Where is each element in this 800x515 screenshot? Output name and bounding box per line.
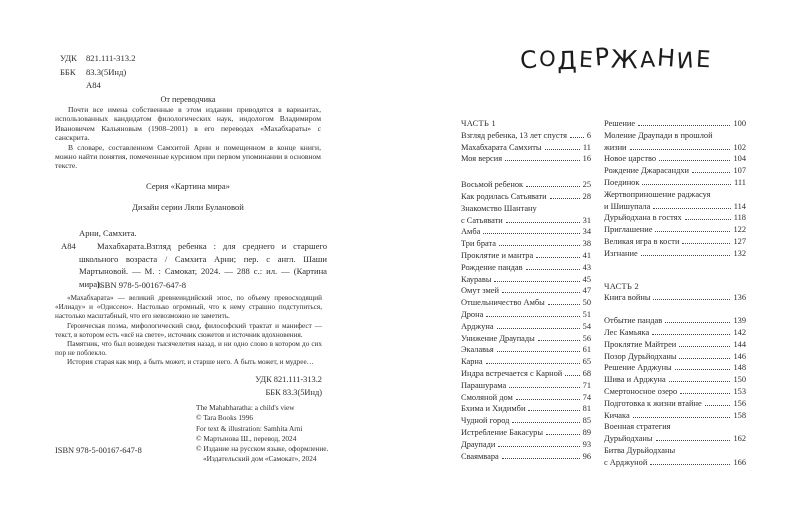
toc-entry xyxy=(604,339,746,351)
dot-leader xyxy=(630,149,731,150)
toc-entry-label: Решение xyxy=(604,119,636,128)
toc-entry xyxy=(604,177,746,189)
bbk-label: ББК xyxy=(60,66,76,77)
toc-page-number: 148 xyxy=(733,363,746,373)
toc-entry-label: Дрона xyxy=(461,309,484,319)
toc-entry xyxy=(604,398,746,410)
udk-value: 821.111-313.2 xyxy=(86,53,136,63)
toc-entry xyxy=(461,392,591,404)
dot-leader xyxy=(498,446,579,447)
toc-entry-label: Великая игра в кости xyxy=(604,236,680,246)
dot-leader xyxy=(570,137,584,138)
dot-leader xyxy=(652,334,730,335)
dot-leader xyxy=(565,375,579,376)
toc-entry-label: Подготовка к жизни втайне xyxy=(604,398,702,408)
annotation-block xyxy=(55,294,322,368)
toc-entry xyxy=(604,189,746,201)
toc-page-number: 61 xyxy=(582,345,591,355)
toc-entry-label: жизни xyxy=(604,142,627,152)
contents-title-letter: О xyxy=(537,46,557,72)
toc-entry-label: Новое царство xyxy=(604,154,657,164)
toc-entry-label: Битва Дурьйодханы xyxy=(604,445,676,455)
dot-leader xyxy=(685,219,731,220)
dot-leader xyxy=(669,381,731,382)
copyright-line: «Издательский дом «Самокат», 2024 xyxy=(203,454,317,464)
udk-label: УДК xyxy=(60,53,77,63)
dot-leader xyxy=(528,410,579,411)
toc-entry-label: Моя версия xyxy=(461,154,503,164)
toc-entry xyxy=(461,215,591,227)
toc-entry-label: с Сатьявати xyxy=(461,215,503,225)
toc-entry xyxy=(604,351,746,363)
dot-leader xyxy=(497,351,580,352)
toc-entry xyxy=(604,130,746,142)
toc-entry xyxy=(461,380,591,392)
toc-entry xyxy=(604,201,746,213)
toc-page-number: 158 xyxy=(733,410,746,420)
toc-entry-label: Шива и Арджуна xyxy=(604,375,666,385)
toc-page-number: 132 xyxy=(733,248,746,258)
contents-title-letter: Р xyxy=(593,42,610,72)
dot-leader xyxy=(655,231,730,232)
dot-leader xyxy=(538,340,580,341)
contents-title-letter: Н xyxy=(656,43,677,73)
toc-page-number: 38 xyxy=(582,239,591,249)
toc-page-number: 71 xyxy=(582,380,591,390)
toc-page-number: 156 xyxy=(733,398,746,408)
bbk-value: 83.3(5Инд) xyxy=(86,66,127,77)
toc-page-number: 100 xyxy=(733,119,746,128)
dot-leader xyxy=(659,160,730,161)
toc-page-number: 153 xyxy=(733,386,746,396)
toc-page-number: 31 xyxy=(582,215,591,225)
toc-gap xyxy=(604,260,746,281)
toc-entry-label: Карна xyxy=(461,357,483,367)
toc-entry-label: Махабхарата Самхиты xyxy=(461,142,542,152)
toc-entry xyxy=(604,410,746,422)
toc-entry xyxy=(461,309,591,321)
toc-entry-label: Дурьйодханы xyxy=(604,434,653,444)
toc-entry-label: Решение Арджуны xyxy=(604,363,672,373)
dot-leader xyxy=(679,346,730,347)
toc-entry xyxy=(461,262,591,274)
toc-entry xyxy=(604,315,746,327)
dot-leader xyxy=(665,322,730,323)
toc-page-number: 85 xyxy=(582,416,591,426)
toc-entry xyxy=(461,191,591,203)
toc-entry-label: Рождение пандав xyxy=(461,262,523,272)
dot-leader xyxy=(499,245,580,246)
toc-page-number: 16 xyxy=(582,154,591,164)
toc-entry xyxy=(604,362,746,374)
toc-page-number: 81 xyxy=(582,404,591,414)
dot-leader xyxy=(653,299,730,300)
copyright-block xyxy=(196,403,328,465)
toc-entry-label: Поединок xyxy=(604,177,640,187)
toc-entry-label: Изгнание xyxy=(604,248,638,258)
toc-page-number: 47 xyxy=(582,286,591,296)
toc-entry xyxy=(461,130,591,142)
bib-description: Махабхарата.Взгляд ребенка : для среднего и старшего школьного возраста / Самхита Арни; пер. с англ. Шаши Мартыновой. — М. : Самокат, 2024. — 288 с.: ил. — (Картина мира). xyxy=(79,241,327,289)
bbk-line xyxy=(60,66,136,80)
dot-leader xyxy=(506,222,580,223)
udk-footer-block xyxy=(55,373,322,399)
toc-entry xyxy=(461,179,591,191)
toc-entry xyxy=(604,292,746,304)
toc-page-number: 118 xyxy=(733,213,746,223)
toc-page-number: 111 xyxy=(734,177,746,187)
toc-entry xyxy=(604,118,746,130)
toc-entry xyxy=(461,274,591,286)
dot-leader xyxy=(526,269,580,270)
copyright-line: © Мартынова Ш., перевод, 2024 xyxy=(196,433,297,443)
contents-title-letter: Е xyxy=(578,47,594,74)
toc-entry xyxy=(604,421,746,433)
annotation-paragraph: Героическая поэма, мифологический свод, философский трактат и манифест — текст, в котором есть «всё на свете», источник сюжетов и источник вдохновения. xyxy=(55,321,322,339)
toc-entry xyxy=(604,386,746,398)
toc-part-heading: ЧАСТЬ 1 xyxy=(461,119,496,128)
toc-page-number: 28 xyxy=(582,191,591,201)
toc-entry-label: Восьмой ребенок xyxy=(461,180,524,190)
toc-entry-label: Приглашение xyxy=(604,225,653,235)
toc-page-number: 65 xyxy=(582,357,591,367)
toc-entry xyxy=(461,153,591,165)
contents-title-letter: А xyxy=(639,47,656,74)
toc-page-number: 89 xyxy=(582,427,591,437)
toc-entry xyxy=(461,250,591,262)
toc-entry-label: Взгляд ребенка, 13 лет спустя xyxy=(461,130,568,140)
toc-entry xyxy=(461,297,591,309)
translator-note xyxy=(55,105,321,171)
toc-page-number: 104 xyxy=(733,154,746,164)
toc-entry xyxy=(461,333,591,345)
toc-entry xyxy=(461,321,591,333)
auth-code-line xyxy=(60,79,136,93)
dot-leader xyxy=(692,172,730,173)
contents-title xyxy=(515,42,715,76)
toc-page-number: 74 xyxy=(582,392,591,402)
toc-page-number: 56 xyxy=(582,333,591,343)
toc-entry-label: Чудной город xyxy=(461,416,510,426)
dot-leader xyxy=(545,149,580,150)
toc-entry xyxy=(461,403,591,415)
toc-page-number: 142 xyxy=(733,327,746,337)
toc-entry-label: Военная стратегия xyxy=(604,422,671,432)
toc-entry-label: Проклятие и мантра xyxy=(461,250,534,260)
toc-entry-label: Кичака xyxy=(604,410,630,420)
toc-page-number: 150 xyxy=(733,375,746,385)
dot-leader xyxy=(679,358,730,359)
toc-entry-label: Экалавья xyxy=(461,345,494,355)
toc-entry-label: Бхима и Хидимби xyxy=(461,404,526,414)
udk-bbk-block xyxy=(60,52,136,93)
dot-leader xyxy=(653,208,730,209)
toc-entry xyxy=(461,368,591,380)
toc-entry-label: Отшельничество Амбы xyxy=(461,298,545,308)
toc-entry xyxy=(461,439,591,451)
bib-code: А84 xyxy=(61,241,76,251)
toc-entry xyxy=(604,165,746,177)
toc-entry-label: Отбытие пандав xyxy=(604,316,663,326)
toc-page-number: 139 xyxy=(733,316,746,326)
toc-entry-label: Знакомство Шантану xyxy=(461,203,537,213)
dot-leader xyxy=(633,417,731,418)
dot-leader xyxy=(497,328,580,329)
dot-leader xyxy=(682,243,730,244)
toc-page-number: 96 xyxy=(582,451,591,461)
toc-page-number: 51 xyxy=(582,309,591,319)
series-line: Серия «Картина мира» xyxy=(146,181,230,191)
toc-entry xyxy=(461,203,591,215)
copyright-line: © Издание на русском языке, оформление. xyxy=(196,444,329,454)
copyright-line: © Tara Books 1996 xyxy=(196,413,253,423)
dot-leader xyxy=(536,257,579,258)
dot-leader xyxy=(516,399,580,400)
contents-title-letter: И xyxy=(676,48,695,75)
dot-leader xyxy=(505,160,580,161)
dot-leader xyxy=(483,233,579,234)
dot-leader xyxy=(550,198,580,199)
toc-entry-label: Омут змей xyxy=(461,286,499,296)
toc-part-heading: ЧАСТЬ 2 xyxy=(604,281,639,291)
annotation-paragraph: История старая как мир, а быть может, и старше него. А быть может, и мудрее… xyxy=(67,358,314,367)
isbn-mid: ISBN 978-5-00167-647-8 xyxy=(97,280,187,290)
toc-entry xyxy=(604,457,746,469)
toc-entry-label: Арджуна xyxy=(461,321,494,331)
toc-entry xyxy=(461,142,591,154)
dot-leader xyxy=(680,393,730,394)
udk-footer-line: ББК 83.3(5Инд) xyxy=(265,388,322,397)
toc-page-number: 102 xyxy=(733,142,746,152)
toc-entry-label: Книга войны xyxy=(604,293,651,303)
toc-page-number: 54 xyxy=(582,321,591,331)
dot-leader xyxy=(509,387,579,388)
translator-note-heading: От переводчика xyxy=(160,95,216,104)
translator-paragraph: В словаре, составленном Самхитой Арни и помещенном в конце книги, можно найти понятия, помеченные курсивом при первом упоминании в основном тексте. xyxy=(55,142,321,171)
toc-page-number: 146 xyxy=(733,351,746,361)
author-line: Арни, Самхита. xyxy=(79,228,137,238)
toc-page-number: 162 xyxy=(733,434,746,444)
bibliographic-entry xyxy=(55,240,327,290)
toc-page-number: 144 xyxy=(733,339,746,349)
dot-leader xyxy=(502,458,580,459)
contents-title-letter: Е xyxy=(694,46,711,74)
toc-entry-label: Моление Драупади в прошлой xyxy=(604,130,713,140)
dot-leader xyxy=(512,422,579,423)
toc-entry-label: Истребление Бакасуры xyxy=(461,427,543,437)
dot-leader xyxy=(641,255,731,256)
annotation-paragraph: Памятник, что был возведен тысячелетия назад, и ни одно слово в котором до сих пор не поблекло. xyxy=(55,340,322,358)
toc-entry-label: Сваямвара xyxy=(461,451,499,461)
dot-leader xyxy=(638,125,730,126)
toc-entry xyxy=(604,142,746,154)
toc-gap xyxy=(461,165,591,179)
toc-page-number: 6 xyxy=(586,130,591,140)
udk-line xyxy=(60,52,136,66)
toc-page-number: 41 xyxy=(582,250,591,260)
toc-entry-label: Три брата xyxy=(461,239,496,249)
copyright-line: For text & illustration: Samhita Arni xyxy=(196,423,303,433)
toc-entry xyxy=(461,344,591,356)
toc-entry-label: Позор Дурьйодханы xyxy=(604,351,677,361)
toc-entry xyxy=(461,226,591,238)
toc-entry-label: с Арджуной xyxy=(604,457,648,467)
toc-page-number: 166 xyxy=(733,457,746,467)
toc-entry-label: Жертвоприношение раджасуя xyxy=(604,189,711,199)
toc-page-number: 50 xyxy=(582,298,591,308)
toc-page-number: 45 xyxy=(582,274,591,284)
toc-entry xyxy=(461,427,591,439)
toc-page-number: 25 xyxy=(582,180,591,190)
toc-entry xyxy=(604,433,746,445)
toc-entry xyxy=(461,451,591,463)
dot-leader xyxy=(650,464,730,465)
toc-entry xyxy=(461,415,591,427)
dot-leader xyxy=(546,434,580,435)
isbn-bottom: ISBN 978-5-00167-647-8 xyxy=(55,446,142,455)
toc-entry-label: Лес Камьяка xyxy=(604,327,650,337)
udk-footer-line: УДК 821.111-313.2 xyxy=(255,375,322,384)
toc-entry xyxy=(461,238,591,250)
toc-entry xyxy=(604,374,746,386)
dot-leader xyxy=(675,369,731,370)
copyright-line: The Mahabharatha: a child's view xyxy=(196,403,295,412)
auth-code: А84 xyxy=(86,80,101,90)
toc-entry xyxy=(604,153,746,165)
toc-entry-label: Как родилась Сатьявати xyxy=(461,191,547,201)
dot-leader xyxy=(486,316,579,317)
dot-leader xyxy=(502,292,580,293)
dot-leader xyxy=(526,186,580,187)
toc-entry-label: и Шишупала xyxy=(604,201,651,211)
dot-leader xyxy=(486,363,580,364)
toc-entry-label: Амба xyxy=(461,227,481,237)
toc-entry-label: Проклятие Майтреи xyxy=(604,339,677,349)
toc-entry xyxy=(604,248,746,260)
dot-leader xyxy=(642,184,731,185)
toc-entry xyxy=(604,236,746,248)
toc-page-number: 93 xyxy=(582,439,591,449)
toc-column-2 xyxy=(604,118,746,469)
toc-entry-label: Драупади xyxy=(461,439,496,449)
toc-entry-label: Смоляной дом xyxy=(461,392,513,402)
toc-page-number: 122 xyxy=(733,225,746,235)
translator-paragraph: Почти все имена собственные в этом издании приводятся в вариантах, использованных кандидатом филологических наук, индологом Владимиром Ивановичем Кальяновым (1908–2001) в его переводах «Махабхараты» с санскрита. xyxy=(55,105,321,143)
contents-title-letter: Ж xyxy=(610,44,639,75)
toc-column-1 xyxy=(461,118,591,462)
toc-entry-label: Парашурама xyxy=(461,380,507,390)
toc-page-number: 34 xyxy=(582,227,591,237)
toc-page-number: 43 xyxy=(582,262,591,272)
toc-entry-label: Рождение Джарасандхи xyxy=(604,166,690,176)
series-design-line: Дизайн серии Ляли Булановой xyxy=(132,202,244,212)
toc-entry xyxy=(461,285,591,297)
toc-entry-label: Индра встречается с Карной xyxy=(461,368,563,378)
toc-entry-label: Дурьйодхана в гостях xyxy=(604,213,682,223)
toc-entry xyxy=(461,356,591,368)
toc-entry-label: Кауравы xyxy=(461,274,492,284)
toc-page-number: 114 xyxy=(733,201,746,211)
toc-page-number: 136 xyxy=(733,293,746,303)
toc-page-number: 11 xyxy=(582,142,591,152)
toc-entry xyxy=(604,224,746,236)
toc-entry xyxy=(604,212,746,224)
toc-entry-label: Унижение Драупады xyxy=(461,333,535,343)
contents-title-letter: Д xyxy=(556,45,578,76)
dot-leader xyxy=(656,440,731,441)
contents-title-letter: С xyxy=(518,45,538,75)
toc-entry xyxy=(604,445,746,457)
toc-page-number: 127 xyxy=(733,236,746,246)
dot-leader xyxy=(548,304,580,305)
toc-entry-label: Смертоносное озеро xyxy=(604,386,678,396)
toc-page-number: 68 xyxy=(582,368,591,378)
toc-page-number: 107 xyxy=(733,166,746,176)
annotation-paragraph: «Махабхарата» — великий древнеиндийский эпос, по объему превосходящий «Илиаду» и «Одиссею». Настолько огромный, что к нему страшно подступиться, настолько масштабный, что его невозможно не заметить. xyxy=(55,294,322,321)
toc-entry xyxy=(604,327,746,339)
dot-leader xyxy=(705,405,731,406)
dot-leader xyxy=(494,281,579,282)
toc-gap xyxy=(604,304,746,315)
